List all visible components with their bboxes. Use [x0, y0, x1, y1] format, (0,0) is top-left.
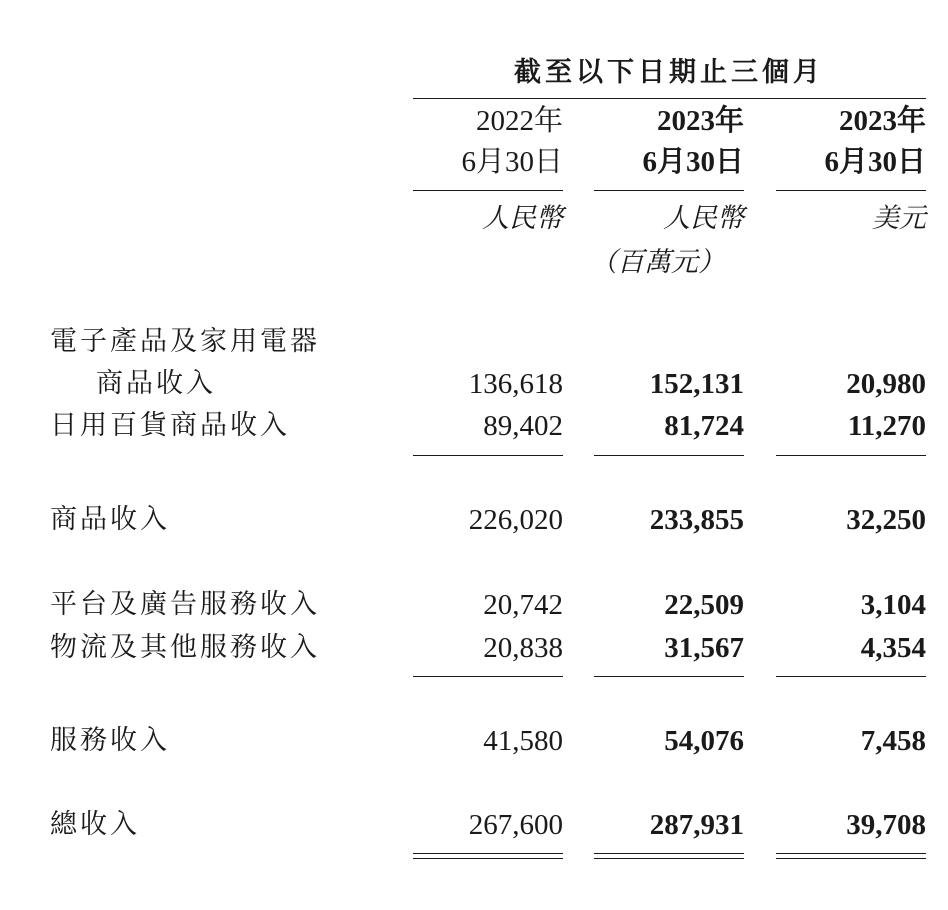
col1-currency: 人民幣 [482, 203, 563, 234]
subtotal-rule-2-col3 [776, 676, 926, 677]
row-general-col3: 11,270 [847, 410, 926, 442]
row-general-col1: 89,402 [483, 410, 563, 442]
row-electronics-col3: 20,980 [846, 368, 926, 400]
row-electronics-label-2: 商品收入 [96, 368, 216, 399]
subtotal-rule-1-col3 [776, 455, 926, 456]
row-services-col3: 7,458 [860, 725, 926, 757]
row-merchandise-col2: 233,855 [649, 504, 744, 536]
row-services-label: 服務收入 [50, 725, 170, 756]
unit-label: （百萬元） [590, 247, 725, 278]
row-general-label: 日用百貨商品收入 [50, 410, 290, 441]
row-logistics-col2: 31,567 [664, 632, 744, 664]
row-platform-col2: 22,509 [664, 589, 744, 621]
col2-date: 6月30日 [642, 146, 744, 178]
subtotal-rule-1-col2 [594, 455, 744, 456]
col2-currency: 人民幣 [663, 203, 744, 234]
row-merchandise-col3: 32,250 [846, 504, 926, 536]
col3-header-rule [776, 190, 926, 191]
subtotal-rule-2-col1 [413, 676, 563, 677]
subtotal-rule-2-col2 [594, 676, 744, 677]
row-services-col2: 54,076 [664, 725, 744, 757]
subtotal-rule-1-col1 [413, 455, 563, 456]
total-double-rule-col1 [413, 853, 563, 859]
row-general-col2: 81,724 [664, 410, 744, 442]
row-total-col2: 287,931 [649, 809, 744, 841]
col1-year: 2022年 [475, 105, 563, 137]
row-services-col1: 41,580 [483, 725, 563, 757]
total-double-rule-col2 [594, 853, 744, 859]
col1-header-rule [413, 190, 563, 191]
col1-date: 6月30日 [461, 146, 563, 178]
col2-header-rule [594, 190, 744, 191]
row-merchandise-label: 商品收入 [50, 504, 170, 535]
row-electronics-label-1: 電子產品及家用電器 [50, 326, 320, 357]
col3-year: 2023年 [838, 105, 926, 137]
row-logistics-label: 物流及其他服務收入 [50, 632, 320, 663]
col2-year: 2023年 [656, 105, 744, 137]
row-total-col3: 39,708 [846, 809, 926, 841]
row-electronics-col2: 152,131 [649, 368, 744, 400]
row-total-label: 總收入 [50, 809, 140, 840]
row-electronics-col1: 136,618 [468, 368, 563, 400]
row-platform-label: 平台及廣告服務收入 [50, 589, 320, 620]
row-total-col1: 267,600 [468, 809, 563, 841]
period-heading: 截至以下日期止三個月 [514, 57, 824, 88]
row-platform-col1: 20,742 [483, 589, 563, 621]
col3-date: 6月30日 [824, 146, 926, 178]
header-rule [413, 98, 926, 99]
row-platform-col3: 3,104 [860, 589, 926, 621]
row-merchandise-col1: 226,020 [468, 504, 563, 536]
row-logistics-col3: 4,354 [860, 632, 926, 664]
row-logistics-col1: 20,838 [483, 632, 563, 664]
total-double-rule-col3 [776, 853, 926, 859]
col3-currency: 美元 [872, 203, 926, 234]
